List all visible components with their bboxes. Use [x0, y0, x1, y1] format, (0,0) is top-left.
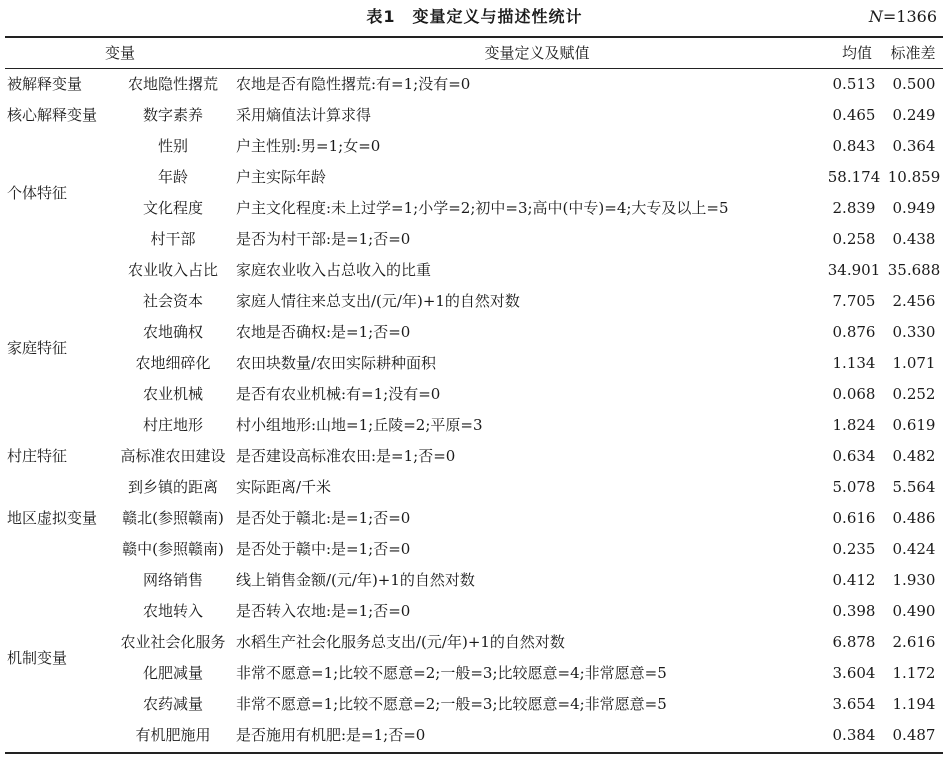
sd-value: 0.490 [892, 602, 936, 620]
table-row [5, 410, 943, 441]
sd-value: 1.172 [892, 664, 936, 682]
header-definition: 变量定义及赋值 [484, 44, 590, 62]
sd-value: 0.424 [892, 540, 936, 558]
variable-definition: 实际距离/千米 [236, 478, 332, 496]
variable-group-label: 被解释变量 [7, 75, 83, 93]
table-row [5, 503, 943, 534]
sd-value: 0.438 [892, 230, 936, 248]
variable-name: 赣中(参照赣南) [122, 540, 224, 558]
variable-name: 网络销售 [142, 571, 203, 589]
variable-name: 社会资本 [142, 292, 203, 310]
variable-definition: 是否施用有机肥:是=1;否=0 [236, 726, 426, 744]
mean-value: 0.068 [832, 385, 876, 403]
mean-value: 2.839 [832, 199, 876, 217]
variable-definition: 非常不愿意=1;比较不愿意=2;一般=3;比较愿意=4;非常愿意=5 [236, 695, 667, 713]
mean-value: 0.513 [832, 75, 876, 93]
table-row [5, 348, 943, 379]
sd-value: 0.486 [892, 509, 936, 527]
variable-name: 有机肥施用 [135, 726, 211, 744]
variable-definition: 户主文化程度:未上过学=1;小学=2;初中=3;高中(中专)=4;大专及以上=5 [236, 199, 729, 217]
sd-value: 10.859 [887, 168, 941, 186]
table-row [5, 689, 943, 720]
variable-name: 农业机械 [142, 385, 203, 403]
variable-group-label: 村庄特征 [7, 447, 68, 465]
mean-value: 58.174 [827, 168, 881, 186]
variable-definition: 水稻生产社会化服务总支出/(元/年)+1的自然对数 [236, 633, 565, 651]
variable-name: 村庄地形 [142, 416, 203, 434]
table-header [5, 38, 943, 68]
table-row [5, 255, 943, 286]
table-row [5, 472, 943, 503]
variable-definition: 是否处于赣中:是=1;否=0 [236, 540, 411, 558]
sd-value: 1.930 [892, 571, 936, 589]
sd-value: 1.071 [892, 354, 936, 372]
variable-definition: 是否有农业机械:有=1;没有=0 [236, 385, 441, 403]
variable-name: 赣北(参照赣南) [122, 509, 224, 527]
sd-value: 2.616 [892, 633, 936, 651]
variable-group-label: 地区虚拟变量 [7, 509, 98, 527]
variable-definition: 是否转入农地:是=1;否=0 [236, 602, 411, 620]
variable-group-label: 核心解释变量 [7, 106, 98, 124]
variable-name: 性别 [157, 137, 188, 155]
variable-name: 农药减量 [142, 695, 203, 713]
variable-name: 农地细碎化 [135, 354, 211, 372]
table-row [5, 224, 943, 255]
table-row [5, 193, 943, 224]
variable-name: 农地隐性撂荒 [127, 75, 218, 93]
sd-value: 1.194 [892, 695, 936, 713]
mean-value: 0.843 [832, 137, 876, 155]
sd-value: 2.456 [892, 292, 936, 310]
table-body [5, 69, 943, 752]
sd-value: 5.564 [892, 478, 936, 496]
variable-name: 农地确权 [142, 323, 203, 341]
mean-value: 34.901 [827, 261, 881, 279]
bottom-rule [5, 752, 943, 754]
variable-definition: 家庭人情往来总支出/(元/年)+1的自然对数 [236, 292, 520, 310]
header-mean: 均值 [841, 44, 872, 62]
variable-definition: 家庭农业收入占总收入的比重 [236, 261, 432, 279]
table-row [5, 534, 943, 565]
mean-value: 0.412 [832, 571, 876, 589]
table-row [5, 162, 943, 193]
variable-definition: 农地是否确权:是=1;否=0 [236, 323, 411, 341]
header-variable: 变量 [104, 44, 135, 62]
mean-value: 3.604 [832, 664, 876, 682]
table-row [5, 69, 943, 100]
sd-value: 0.330 [892, 323, 936, 341]
table-row [5, 131, 943, 162]
variable-definition: 线上销售金额/(元/年)+1的自然对数 [236, 571, 475, 589]
mean-value: 0.616 [832, 509, 876, 527]
mean-value: 0.384 [832, 726, 876, 744]
variable-name: 农业社会化服务 [120, 633, 226, 651]
variable-definition: 户主性别:男=1;女=0 [236, 137, 381, 155]
variable-name: 高标准农田建设 [120, 447, 226, 465]
mean-value: 1.134 [832, 354, 876, 372]
variable-definition: 农田块数量/农田实际耕种面积 [236, 354, 437, 372]
sd-value: 0.249 [892, 106, 936, 124]
mean-value: 0.876 [832, 323, 876, 341]
sd-value: 0.364 [892, 137, 936, 155]
mean-value: 0.465 [832, 106, 876, 124]
table-row [5, 441, 943, 472]
sd-value: 0.949 [892, 199, 936, 217]
mean-value: 3.654 [832, 695, 876, 713]
variable-definition: 非常不愿意=1;比较不愿意=2;一般=3;比较愿意=4;非常愿意=5 [236, 664, 667, 682]
sample-size-value: =1366 [882, 7, 937, 26]
variable-group-label: 机制变量 [7, 648, 68, 667]
mean-value: 5.078 [832, 478, 876, 496]
table-row [5, 100, 943, 131]
variable-name: 数字素养 [142, 106, 203, 124]
table-row [5, 658, 943, 689]
variable-name: 年龄 [157, 168, 188, 186]
variable-group-label: 个体特征 [7, 183, 68, 202]
mean-value: 0.235 [832, 540, 876, 558]
variable-group-label: 家庭特征 [7, 338, 68, 357]
mean-value: 0.398 [832, 602, 876, 620]
table-row [5, 286, 943, 317]
table-title: 表1 变量定义与描述性统计 [366, 7, 583, 26]
variable-definition: 农地是否有隐性撂荒:有=1;没有=0 [236, 75, 471, 93]
table-row [5, 379, 943, 410]
mean-value: 6.878 [832, 633, 876, 651]
table-row [5, 596, 943, 627]
variable-name: 农地转入 [142, 602, 203, 620]
sd-value: 0.619 [892, 416, 936, 434]
table-row [5, 565, 943, 596]
variable-name: 村干部 [150, 230, 196, 248]
sd-value: 35.688 [887, 261, 941, 279]
sd-value: 0.252 [892, 385, 936, 403]
sd-value: 0.482 [892, 447, 936, 465]
variable-name: 化肥减量 [142, 664, 203, 682]
mean-value: 1.824 [832, 416, 876, 434]
table-row [5, 720, 943, 751]
sample-size-label: N [868, 7, 883, 26]
variable-definition: 村小组地形:山地=1;丘陵=2;平原=3 [236, 416, 483, 434]
sample-size [869, 6, 937, 28]
variable-definition: 是否建设高标准农田:是=1;否=0 [236, 447, 456, 465]
sd-value: 0.487 [892, 726, 936, 744]
mean-value: 7.705 [832, 292, 876, 310]
variable-definition: 采用熵值法计算求得 [236, 106, 372, 124]
mean-value: 0.634 [832, 447, 876, 465]
variable-definition: 是否处于赣北:是=1;否=0 [236, 509, 411, 527]
variable-name: 文化程度 [142, 199, 203, 217]
header-sd: 标准差 [890, 44, 936, 62]
variable-definition: 户主实际年龄 [236, 168, 327, 186]
table-caption [0, 6, 949, 30]
variable-definition: 是否为村干部:是=1;否=0 [236, 230, 411, 248]
sd-value: 0.500 [892, 75, 936, 93]
table-row [5, 627, 943, 658]
table-row [5, 317, 943, 348]
variable-name: 到乡镇的距离 [127, 478, 218, 496]
variable-name: 农业收入占比 [127, 261, 218, 279]
mean-value: 0.258 [832, 230, 876, 248]
